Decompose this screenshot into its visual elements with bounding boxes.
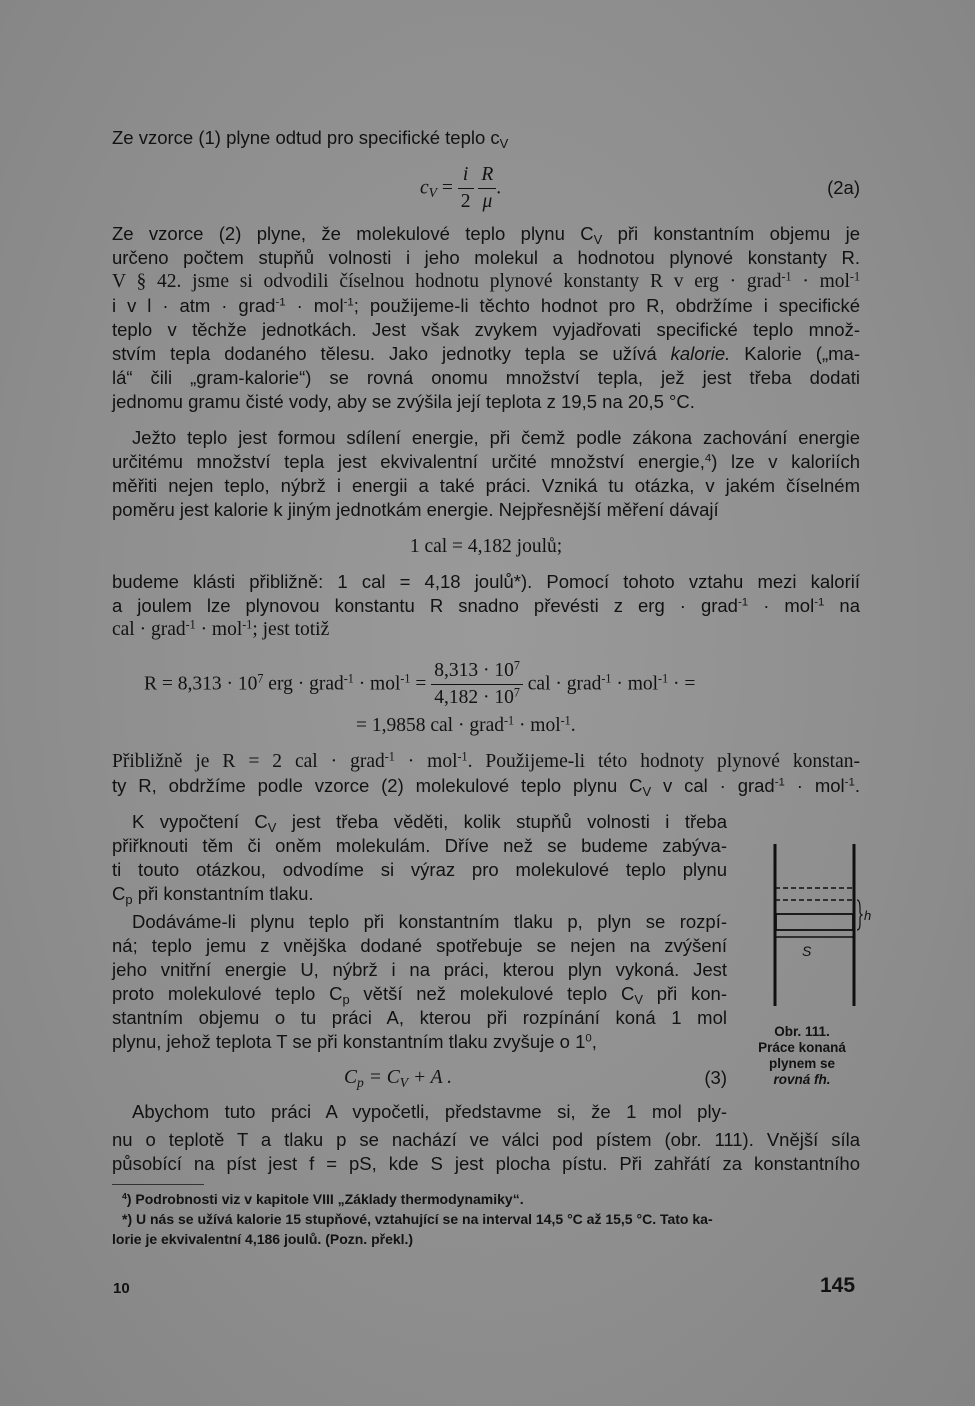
text-line: i v l · atm · grad$^{-1}$ · mol$^{-1}$; použijeme-li těchto hodnot pro R, obdržíme i specifické bbox=[112, 295, 861, 316]
text-line: K vypočtení $C_V$ jest třeba věděti, kolik stupňů volnosti i třeba bbox=[132, 811, 727, 835]
text-line: ti touto otázkou, odvodíme si výraz pro molekulové teplo plynu bbox=[112, 859, 727, 880]
equation-R: $R = 8,313 \cdot 10^7$ erg · grad$^{-1}$ · mol$^{-1}$ = $\frac{8,313 \cdot 10^7}{4,182 \cdot 10^7}$ cal · grad$^{-1}$ · mol$^{-1}$ · = bbox=[144, 658, 696, 708]
equation-3: $C_p = C_V + A$ . (3) bbox=[344, 1067, 727, 1091]
text-line: přiřknouti těm či oněm molekulám. Dříve než se budeme zabýva- bbox=[112, 835, 727, 856]
text-line: nu o teplotě T a tlaku p se nachází ve válci pod pístem (obr. 111). Vnější síla bbox=[112, 1129, 860, 1150]
page-number-right: 145 bbox=[820, 1274, 856, 1297]
page-number-left: 10 bbox=[113, 1280, 130, 1297]
text-line: Přibližně je R = 2 cal · grad$^{-1}$ · mol$^{-1}$. Použijeme-li této hodnoty plynové konstan- bbox=[112, 749, 860, 772]
figure-caption bbox=[742, 1024, 862, 1088]
brace-h bbox=[857, 900, 862, 930]
text-line: Abychom tuto práci A vypočetli, představme si, že 1 mol ply- bbox=[132, 1101, 727, 1122]
text-line: stantním objemu o tu práci A, kterou při rozpínání koná 1 mol bbox=[112, 1007, 727, 1028]
label-s: S bbox=[802, 943, 812, 959]
text-line: Ze vzorce (2) plyne, že molekulové teplo plynu $C_V$ při konstantním objemu je bbox=[112, 223, 860, 247]
text-line: stvím tepla dodaného tělesu. Jako jednotky tepla se užívá kalorie. Kalorie („ma- bbox=[112, 343, 860, 364]
caption-number: Obr. 111. bbox=[774, 1024, 830, 1039]
text-line: poměru jest kalorie k jiným jednotkám energie. Nejpřesnější měření dávají bbox=[112, 499, 719, 520]
cylinder-piston-figure bbox=[760, 838, 880, 1008]
equation-number: (3) bbox=[704, 1067, 727, 1088]
text-line: cal · grad$^{-1}$ · mol$^{-1}$; jest totiž bbox=[112, 617, 330, 640]
text-line: ná; teplo jemu z vnějška dodané spotřebuje se nejen na zvýšení bbox=[112, 935, 727, 956]
equation-line: = 1,9858 cal · grad$^{-1}$ · mol$^{-1}$. bbox=[356, 713, 576, 736]
text-line: budeme klásti přibližně: 1 cal = 4,18 joulů*). Pomocí tohoto vztahu mezi kalorií bbox=[112, 571, 860, 592]
text-line: $C_p$ při konstantním tlaku. bbox=[112, 883, 314, 907]
text-line: určitému množství tepla jest ekvivalentní určité množství energie,$^4$) lze v kaloriích bbox=[112, 451, 860, 472]
text-line: určeno počtem stupňů volnosti i jeho molekul a hodnotou plynové konstanty R. bbox=[112, 247, 860, 268]
equation-number: (2a) bbox=[827, 177, 860, 198]
text-line: ty R, obdržíme podle vzorce (2) molekulové teplo plynu $C_V$ v cal · grad$^{-1}$ · mol$^{-1}$. bbox=[112, 775, 860, 799]
text-line: Ježto teplo jest formou sdílení energie, při čemž podle zákona zachování energie bbox=[132, 427, 860, 448]
text-line: Dodáváme-li plynu teplo při konstantním tlaku p, plyn se rozpí- bbox=[132, 911, 727, 932]
text-line: plynu, jehož teplota T se při konstantním tlaku zvyšuje o $1^0$, bbox=[112, 1031, 597, 1052]
footnote-2: *) U nás se užívá kalorie 15 stupňové, vztahující se na interval 14,5 °C až 15,5 °C. Tato ka- bbox=[122, 1211, 713, 1227]
footnote-2-continued: lorie je ekvivalentní 4,186 joulů. (Pozn. překl.) bbox=[112, 1231, 414, 1247]
caption-text: plynem se bbox=[768, 1056, 836, 1071]
caption-text: Práce konaná bbox=[758, 1040, 846, 1055]
text-line: V § 42. jsme si odvodili číselnou hodnotu plynové konstanty R v erg · grad$^{-1}$ · mol$^{-1}$ bbox=[112, 269, 860, 292]
equation-line: 1 cal = 4,182 joulů; bbox=[409, 536, 563, 557]
text-line: proto molekulové teplo $C_p$ větší než molekulové teplo $C_V$ při kon- bbox=[112, 983, 728, 1007]
footnote-separator bbox=[112, 1184, 204, 1185]
caption-text: rovná fh. bbox=[773, 1072, 831, 1087]
equation-2a: $c_V$ = $\frac{i}{2}$ $\frac{R}{\mu}$ . (2a) bbox=[420, 164, 860, 212]
label-h: h bbox=[864, 908, 872, 923]
text-line: působící na píst jest f = pS, kde S jest plocha pístu. Při zahřátí za konstantního bbox=[112, 1153, 860, 1174]
text-line: teplo v těchže jednotkách. Jest však zvykem vyjadřovati specifické teplo množ- bbox=[112, 319, 860, 340]
text-line: Ze vzorce (1) plyne odtud pro specifické teplo $c_V$ bbox=[112, 127, 509, 151]
text-line: jeho vnitřní energie U, nýbrž i na práci, kterou plyn vykoná. Jest bbox=[112, 959, 727, 980]
text-line: a joulem lze plynovou konstantu R snadno převésti z erg · grad$^{-1}$ · mol$^{-1}$ na bbox=[112, 595, 861, 616]
footnote-1: $^4$) Podrobnosti viz v kapitole VIII „Základy thermodynamiky“. bbox=[122, 1191, 524, 1207]
piston bbox=[776, 914, 853, 930]
text-line: jednomu gramu čisté vody, aby se zvýšila její teplota z 19,5 na 20,5 °C. bbox=[112, 391, 695, 412]
text-line: měřiti nejen teplo, nýbrž i energii a také práci. Vzniká tu otázka, v jakém číselném bbox=[112, 475, 860, 496]
text-line: lá“ čili „gram-kalorie“) se rovná onomu množství tepla, jež jest třeba dodati bbox=[112, 367, 860, 388]
